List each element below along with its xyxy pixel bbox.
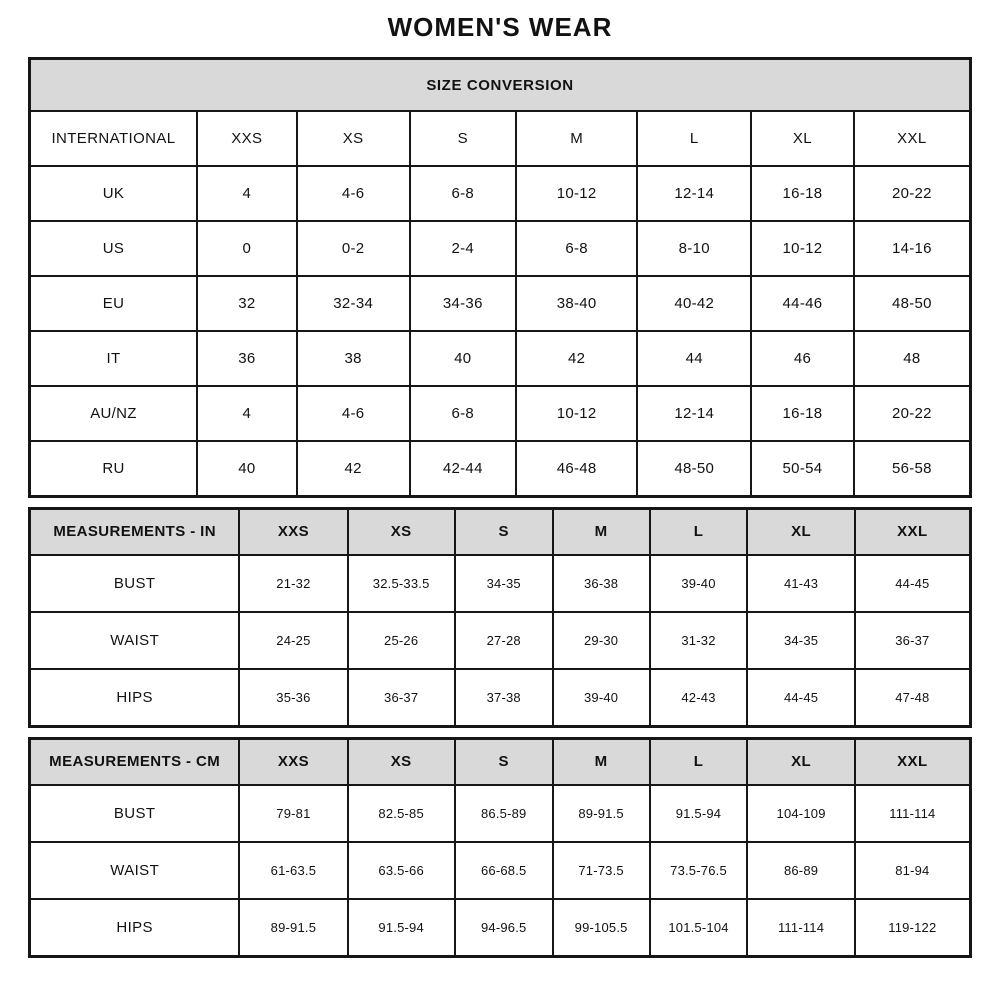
cell: 20-22 <box>854 166 971 221</box>
cell: 91.5-94 <box>348 899 455 956</box>
cell: 20-22 <box>854 386 971 441</box>
cell: 81-94 <box>855 842 971 899</box>
cell: 32-34 <box>297 276 410 331</box>
cell: 38 <box>297 331 410 386</box>
cell: 48 <box>854 331 971 386</box>
cell: 0-2 <box>297 221 410 276</box>
measurements-in-table <box>28 507 972 728</box>
cell: 37-38 <box>455 669 553 726</box>
page-title: WOMEN'S WEAR <box>387 12 613 42</box>
cell: 24-25 <box>239 612 347 669</box>
column-header-size: XS <box>348 508 455 555</box>
cell: 42-44 <box>410 441 516 496</box>
cell: 14-16 <box>854 221 971 276</box>
column-header-size: XXL <box>855 738 971 785</box>
cell: 6-8 <box>410 386 516 441</box>
cell: 44-46 <box>751 276 854 331</box>
table-row <box>30 555 971 612</box>
cell: 10-12 <box>751 221 854 276</box>
row-label: EU <box>30 276 197 331</box>
cell: 79-81 <box>239 785 347 842</box>
cell: 39-40 <box>650 555 748 612</box>
cell: 44-45 <box>747 669 854 726</box>
column-header-size: XS <box>297 111 410 166</box>
row-label: US <box>30 221 197 276</box>
column-header-size: S <box>455 508 553 555</box>
cell: 34-35 <box>455 555 553 612</box>
cell: 42 <box>516 331 637 386</box>
cell: 61-63.5 <box>239 842 347 899</box>
row-label: HIPS <box>30 669 240 726</box>
row-label: UK <box>30 166 197 221</box>
column-header-size: XL <box>747 738 854 785</box>
cell: 8-10 <box>637 221 751 276</box>
cell: 36-38 <box>553 555 650 612</box>
cell: 50-54 <box>751 441 854 496</box>
column-header-international: INTERNATIONAL <box>30 111 197 166</box>
cell: 91.5-94 <box>650 785 748 842</box>
cell: 16-18 <box>751 166 854 221</box>
row-label: WAIST <box>30 842 240 899</box>
row-label: BUST <box>30 555 240 612</box>
cell: 86-89 <box>747 842 854 899</box>
cell: 16-18 <box>751 386 854 441</box>
cell: 4-6 <box>297 386 410 441</box>
cell: 47-48 <box>855 669 971 726</box>
column-header-size: M <box>553 738 650 785</box>
cell: 63.5-66 <box>348 842 455 899</box>
cell: 39-40 <box>553 669 650 726</box>
measurements-in-header-row <box>30 508 971 555</box>
table-row <box>30 276 971 331</box>
column-header-size: S <box>455 738 553 785</box>
cell: 36 <box>197 331 297 386</box>
column-header-size: L <box>650 738 748 785</box>
table-row <box>30 612 971 669</box>
column-header-size: XS <box>348 738 455 785</box>
row-label: HIPS <box>30 899 240 956</box>
cell: 119-122 <box>855 899 971 956</box>
cell: 40 <box>410 331 516 386</box>
cell: 31-32 <box>650 612 748 669</box>
table-row <box>30 785 971 842</box>
column-header-size: XL <box>747 508 854 555</box>
cell: 21-32 <box>239 555 347 612</box>
size-conversion-banner-row <box>30 59 971 112</box>
cell: 12-14 <box>637 386 751 441</box>
column-header-size: XXL <box>854 111 971 166</box>
measurements-cm-table <box>28 737 972 958</box>
cell: 32.5-33.5 <box>348 555 455 612</box>
cell: 34-35 <box>747 612 854 669</box>
cell: 66-68.5 <box>455 842 553 899</box>
cell: 36-37 <box>348 669 455 726</box>
cell: 42 <box>297 441 410 496</box>
cell: 40 <box>197 441 297 496</box>
cell: 104-109 <box>747 785 854 842</box>
table-row <box>30 166 971 221</box>
measurements-in-header: MEASUREMENTS - IN <box>30 508 240 555</box>
column-header-size: XL <box>751 111 854 166</box>
cell: 2-4 <box>410 221 516 276</box>
size-conversion-header: SIZE CONVERSION <box>30 59 971 112</box>
cell: 35-36 <box>239 669 347 726</box>
cell: 27-28 <box>455 612 553 669</box>
column-header-size: M <box>516 111 637 166</box>
cell: 36-37 <box>855 612 971 669</box>
size-conversion-columns-row <box>30 111 971 166</box>
column-header-size: M <box>553 508 650 555</box>
cell: 6-8 <box>410 166 516 221</box>
cell: 56-58 <box>854 441 971 496</box>
measurements-cm-header-row <box>30 738 971 785</box>
cell: 86.5-89 <box>455 785 553 842</box>
table-row <box>30 842 971 899</box>
cell: 94-96.5 <box>455 899 553 956</box>
cell: 46-48 <box>516 441 637 496</box>
cell: 89-91.5 <box>553 785 650 842</box>
cell: 25-26 <box>348 612 455 669</box>
cell: 46 <box>751 331 854 386</box>
cell: 44 <box>637 331 751 386</box>
table-row <box>30 441 971 496</box>
cell: 12-14 <box>637 166 751 221</box>
column-header-size: XXL <box>855 508 971 555</box>
cell: 71-73.5 <box>553 842 650 899</box>
cell: 101.5-104 <box>650 899 748 956</box>
cell: 48-50 <box>854 276 971 331</box>
row-label: WAIST <box>30 612 240 669</box>
row-label: BUST <box>30 785 240 842</box>
row-label: AU/NZ <box>30 386 197 441</box>
cell: 10-12 <box>516 166 637 221</box>
cell: 32 <box>197 276 297 331</box>
cell: 73.5-76.5 <box>650 842 748 899</box>
column-header-size: L <box>650 508 748 555</box>
column-header-size: XXS <box>239 738 347 785</box>
column-header-size: L <box>637 111 751 166</box>
table-row <box>30 221 971 276</box>
cell: 48-50 <box>637 441 751 496</box>
cell: 42-43 <box>650 669 748 726</box>
table-row <box>30 386 971 441</box>
cell: 111-114 <box>855 785 971 842</box>
cell: 0 <box>197 221 297 276</box>
cell: 6-8 <box>516 221 637 276</box>
cell: 10-12 <box>516 386 637 441</box>
column-header-size: XXS <box>197 111 297 166</box>
table-row <box>30 669 971 726</box>
table-row <box>30 331 971 386</box>
cell: 40-42 <box>637 276 751 331</box>
cell: 4-6 <box>297 166 410 221</box>
row-label: IT <box>30 331 197 386</box>
cell: 4 <box>197 386 297 441</box>
column-header-size: S <box>410 111 516 166</box>
cell: 4 <box>197 166 297 221</box>
cell: 111-114 <box>747 899 854 956</box>
column-header-size: XXS <box>239 508 347 555</box>
cell: 34-36 <box>410 276 516 331</box>
cell: 29-30 <box>553 612 650 669</box>
measurements-cm-header: MEASUREMENTS - CM <box>30 738 240 785</box>
cell: 38-40 <box>516 276 637 331</box>
table-row <box>30 899 971 956</box>
size-conversion-table <box>28 57 972 498</box>
cell: 82.5-85 <box>348 785 455 842</box>
cell: 89-91.5 <box>239 899 347 956</box>
cell: 41-43 <box>747 555 854 612</box>
cell: 44-45 <box>855 555 971 612</box>
cell: 99-105.5 <box>553 899 650 956</box>
row-label: RU <box>30 441 197 496</box>
